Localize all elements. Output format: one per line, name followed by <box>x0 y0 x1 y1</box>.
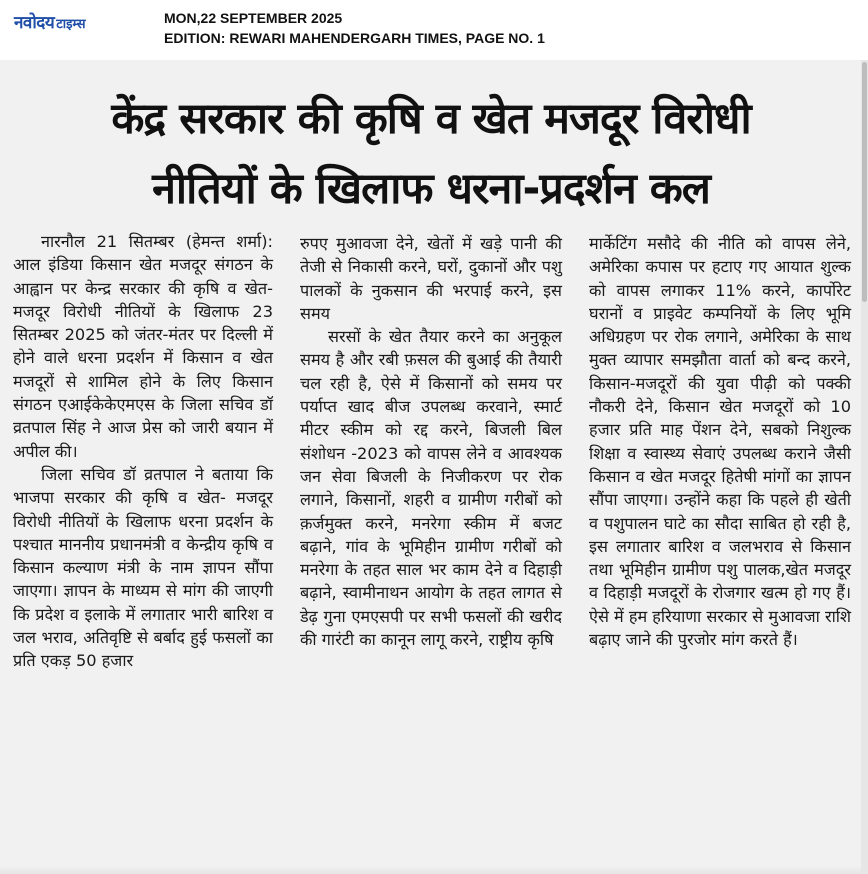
article-column-2 <box>300 232 562 651</box>
newspaper-clipping <box>0 60 868 874</box>
date-line: MON,22 SEPTEMBER 2025 <box>164 10 343 26</box>
scrollbar-thumb[interactable] <box>862 62 867 302</box>
paragraph: रुपए मुआवजा देने, खेतों में खड़े पानी की तेजी से निकासी करने, घरों, दुकानों और पशु पालकों के नुकसान की भरपाई करने, इस समय <box>300 234 562 323</box>
paragraph: नारनौल 21 सितम्बर (हेमन्त शर्मा): आल इंडिया किसान खेत मजदूर संगठन के आह्वान पर केन्द्र सरकार की कृषि व खेत- मजदूर विरोधी नीतियों के खिलाफ 23 सितम्बर 2025 को जंतर-मंतर पर दिल्ली में होने वाले धरना प्रदर्शन में किसान व खेत मजदूरों से शामिल होने के लिए किसान संगठन एआईकेकेएमएस के जिला सचिव डॉ व्रतपाल सिंह ने आज प्रेस को जारी बयान में अपील की। <box>13 232 273 461</box>
article-headline <box>0 84 862 224</box>
newspaper-logo[interactable] <box>14 10 86 32</box>
logo-main-text: नवोदय <box>14 13 55 33</box>
paragraph: जिला सचिव डॉ व्रतपाल ने बताया कि भाजपा सरकार की कृषि व खेत- मजदूर विरोधी नीतियों के खिलाफ धरना प्रदर्शन के पश्चात माननीय प्रधानमंत्री व केन्द्रीय कृषि व किसान कल्याण मंत्री के नाम ज्ञापन सौंपा जाएगा। ज्ञापन के माध्यम से मांग की जाएगी कि प्रदेश व इलाके में लगातार भारी बारिश व जल भराव, अतिवृष्टि से बर्बाद हुई फसलों का प्रति एकड़ 50 हजार <box>13 464 273 671</box>
top-bar <box>0 0 868 60</box>
edition-line: EDITION: REWARI MAHENDERGARH TIMES, PAGE NO. 1 <box>164 30 545 46</box>
paragraph: सरसों के खेत तैयार करने का अनुकूल समय है और रबी फ़सल की बुआई की तैयारी चल रही है, ऐसे में किसानों को समय पर पर्याप्त खाद बीज उपलब्ध करवाने, स्मार्ट मीटर स्कीम को रद्द करने, बिजली बिल संशोधन -2023 को वापस लेने व आवश्यक जन सेवा बिजली के निजीकरण पर रोक लगाने, किसानों, शहरी व ग्रामीण गरीबों को क़र्जमुक्त करने, मनरेगा स्कीम में बजट बढ़ाने, गांव के भूमिहीन ग्रामीण गरीबों को मनरेगा के तहत साल भर काम देने व दिहाड़ी बढ़ाने, स्वामीनाथन आयोग के तहत लागत से डेढ़ गुना एमएसपी पर सभी फसलों की खरीद की गारंटी का कानून लागू करने, राष्ट्रीय कृषि <box>300 327 562 650</box>
page-bottom-edge <box>0 866 862 874</box>
edition-info <box>164 8 545 48</box>
article-column-1 <box>13 230 273 673</box>
logo-sub-text: टाइम्स <box>56 17 86 32</box>
article-column-3 <box>589 232 851 651</box>
headline-line-2: नीतियों के खिलाफ धरना-प्रदर्शन कल <box>152 164 710 214</box>
paragraph: मार्केटिंग मसौदे की नीति को वापस लेने, अमेरिका कपास पर हटाए गए आयात शुल्क को वापस लगाकर 11% करने, कार्पोरेट घरानों व प्राइवेट कम्पनियों के लिए भूमि अधिग्रहण पर रोक लगाने, अमेरिका के साथ मुक्त व्यापार समझौता वार्ता को बन्द करने, किसान-मजदूरों की युवा पीढ़ी को पक्की नौकरी देने, किसान खेत मजदूरों को 10 हजार प्रति माह पेंशन देने, सबको निशुल्क शिक्षा व स्वास्थ्य सेवाएं उपलब्ध कराने जैसी किसान व खेत मजदूर हितेषी मांगों का ज्ञापन सौंपा जाएगा। उन्होंने कहा कि पहले ही खेती व पशुपालन घाटे का सौदा साबित हो रही है, इस लगातार बारिश व जलभराव से किसान तथा भूमिहीन ग्रामीण पशु पालक,खेत मजदूर व दिहाड़ी मजदूरों के रोजगार खत्म हो गए हैं। ऐसे में हम हरियाणा सरकार से मुआवजा राशि बढ़ाए जाने की पुरजोर मांग करते हैं। <box>589 234 851 650</box>
headline-line-1: केंद्र सरकार की कृषि व खेत मजदूर विरोधी <box>111 94 751 144</box>
